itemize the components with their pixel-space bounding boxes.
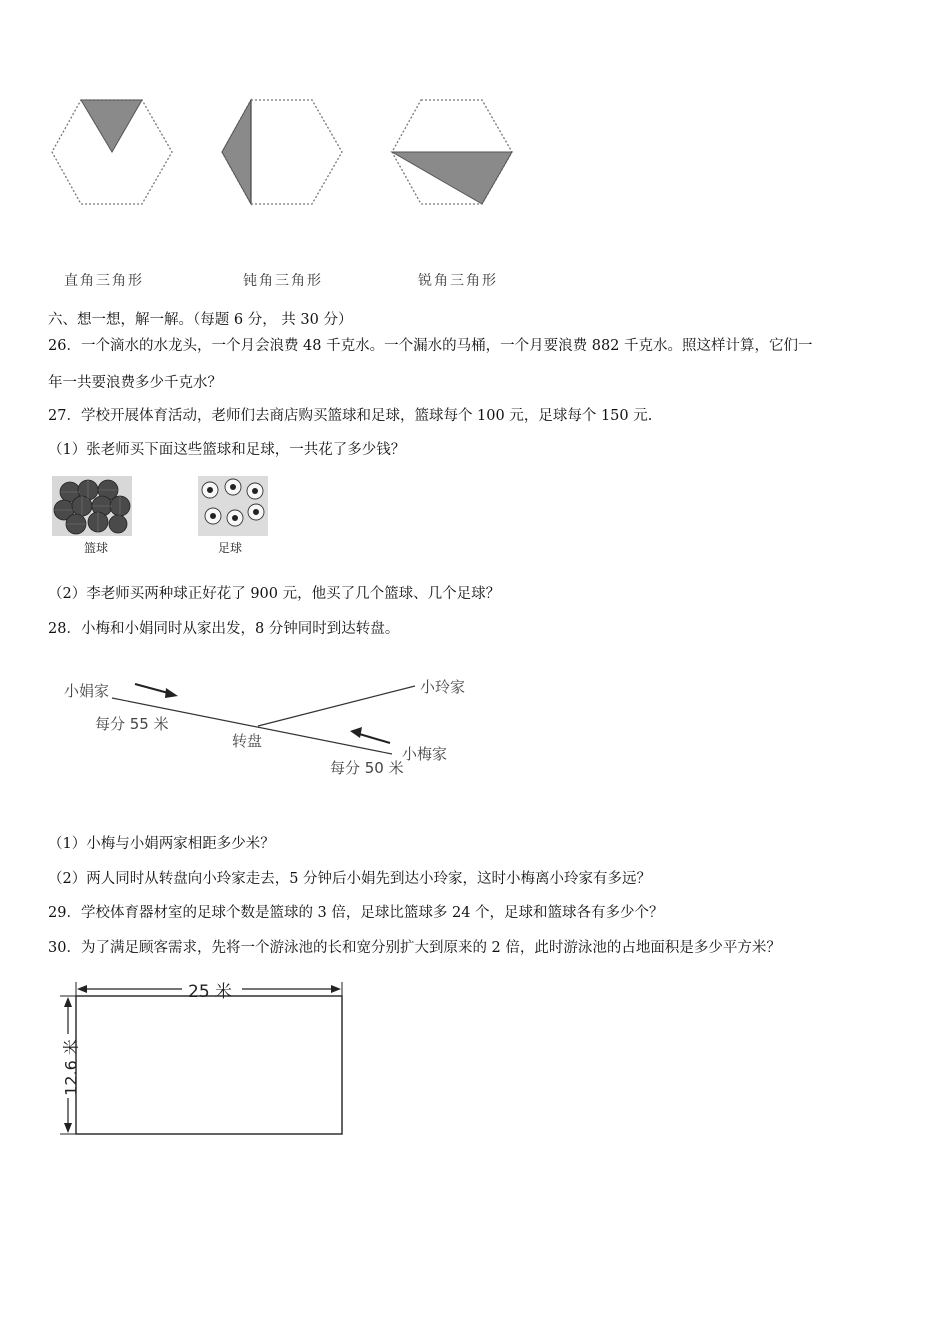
- basketball-label: 篮球: [84, 541, 109, 555]
- q28-stem: 28．小梅和小娟同时从家出发，8 分钟同时到达转盘。: [48, 621, 400, 637]
- q27-stem: 27．学校开展体育活动，老师们去商店购买篮球和足球，篮球每个 100 元，足球每个 150 元.: [48, 408, 653, 424]
- q26-line2: 年一共要浪费多少千克水？: [48, 375, 222, 391]
- football-label: 足球: [218, 541, 243, 555]
- label-xiaoling-home: 小玲家: [420, 678, 466, 696]
- q28-part1: （1）小梅与小娟两家相距多少米？: [48, 836, 275, 852]
- label-xiaojuan-home: 小娟家: [64, 682, 110, 700]
- q28-part2: （2）两人同时从转盘向小玲家走去，5 分钟后小娟先到达小玲家，这时小梅离小玲家有多远？: [48, 871, 652, 887]
- label-roundabout: 转盘: [232, 732, 263, 750]
- q30-text: 30．为了满足顾客需求，先将一个游泳池的长和宽分别扩大到原来的 2 倍，此时游泳池的占地面积是多少平方米？: [48, 940, 781, 956]
- caption-right-triangle: 直角三角形: [64, 273, 144, 289]
- pool-width-label: 12.6 米: [61, 1039, 81, 1096]
- caption-acute-triangle: 锐角三角形: [418, 273, 498, 289]
- q27-part1: （1）张老师买下面这些篮球和足球，一共花了多少钱？: [48, 442, 406, 458]
- q29-text: 29．学校体育器材室的足球个数是篮球的 3 倍，足球比篮球多 24 个，足球和篮球各有多少个？: [48, 905, 664, 921]
- label-xiaomei-home: 小梅家: [402, 745, 448, 763]
- q27-part2: （2）李老师买两种球正好花了 900 元，他买了几个篮球、几个足球？: [48, 586, 501, 602]
- pool-length-label: 25 米: [188, 982, 233, 1002]
- label-speed-xiaojuan: 每分 55 米: [95, 715, 169, 733]
- q26-line1: 26．一个滴水的水龙头，一个月会浪费 48 千克水。一个漏水的马桶，一个月要浪费 882 千克水。照这样计算，它们一: [48, 338, 813, 354]
- label-speed-xiaomei: 每分 50 米: [330, 759, 404, 777]
- caption-obtuse-triangle: 钝角三角形: [243, 273, 323, 289]
- section-heading: 六、想一想，解一解。（每题 6 分， 共 30 分）: [48, 312, 353, 328]
